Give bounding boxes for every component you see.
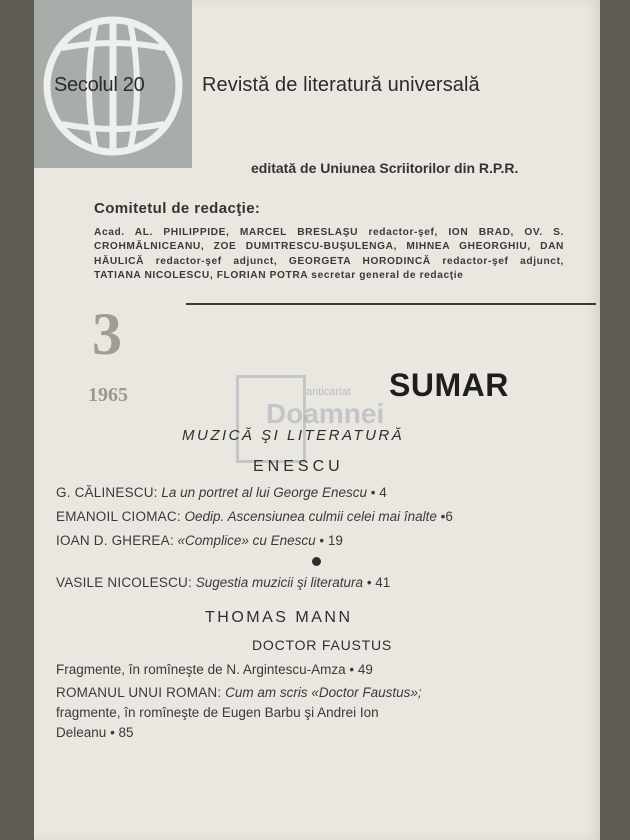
entry-author: IOAN D. GHEREA: <box>56 533 174 548</box>
magazine-page <box>34 0 600 840</box>
section-heading-thomas-mann: THOMAS MANN <box>205 609 353 626</box>
committee-members: Acad. AL. PHILIPPIDE, MARCEL BRESLAŞU redactor-şef, ION BRAD, OV. S. CROHMĂLNICEANU, ZOE DUMITRESCU-BUŞULENGA, MIHNEA GHEORGHIU, DAN HĂULICĂ redactor-şef adjunct, GEORGETA HORODINCĂ redactor-şef adjunct, TATIANA NICOLESCU, FLORIAN POTRA secretar general de redacţie <box>94 227 564 282</box>
toc-entry <box>56 575 390 590</box>
entry-author: VASILE NICOLESCU: <box>56 575 192 590</box>
entry-author: ROMANUL UNUI ROMAN: <box>56 685 222 700</box>
entry-page: • 85 <box>110 725 134 740</box>
subsection-heading-enescu: ENESCU <box>253 458 344 475</box>
entry-author: EMANOIL CIOMAC: <box>56 509 181 524</box>
entry-text: Fragmente, în romîneşte de N. Argintescu-Amza <box>56 662 346 677</box>
entry-title: La un portret al lui George Enescu <box>161 485 368 500</box>
toc-entry-continued <box>56 725 134 740</box>
toc-title: SUMAR <box>389 367 509 403</box>
entry-title: «Complice» cu Enescu <box>177 533 316 548</box>
entry-text: fragmente, în romîneşte de Eugen Barbu şi Andrei Ion <box>56 705 379 720</box>
entry-title: Cum am scris «Doctor Faustus»; <box>225 685 422 700</box>
toc-entry <box>56 685 422 700</box>
entry-text: Deleanu <box>56 725 107 740</box>
toc-entry <box>56 533 343 548</box>
logo-box <box>34 0 192 168</box>
entry-author: G. CĂLINESCU: <box>56 485 158 500</box>
toc-entry <box>56 485 387 500</box>
entry-title: Sugestia muzicii şi literatura <box>195 575 364 590</box>
toc-entry-continued <box>56 705 379 720</box>
toc-entry <box>56 662 373 677</box>
issue-number: 3 <box>92 301 122 367</box>
divider-rule <box>186 303 596 305</box>
magazine-tagline: Revistă de literatură universală <box>202 74 480 96</box>
section-heading-music: MUZICĂ ŞI LITERATURĂ <box>182 427 405 444</box>
committee-title: Comitetul de redacţie: <box>94 200 261 217</box>
entry-page: •6 <box>440 509 453 524</box>
toc-entry <box>56 509 453 524</box>
issue-year: 1965 <box>88 384 128 406</box>
bullet-separator <box>312 557 321 566</box>
watermark-big-text: Doamnei <box>266 398 385 429</box>
entry-page: • 49 <box>349 662 373 677</box>
entry-page: • 41 <box>366 575 391 590</box>
watermark-small-text: anticariat <box>306 386 351 398</box>
entry-page: • 4 <box>370 485 387 500</box>
entry-page: • 19 <box>319 533 343 548</box>
magazine-name: Secolul 20 <box>54 74 145 96</box>
entry-title: Oedip. Ascensiunea culmii celei mai înalte <box>184 509 437 524</box>
subsection-heading-doctor-faustus: DOCTOR FAUSTUS <box>252 637 393 653</box>
publisher-line: editată de Uniunea Scriitorilor din R.P.R. <box>251 160 519 176</box>
